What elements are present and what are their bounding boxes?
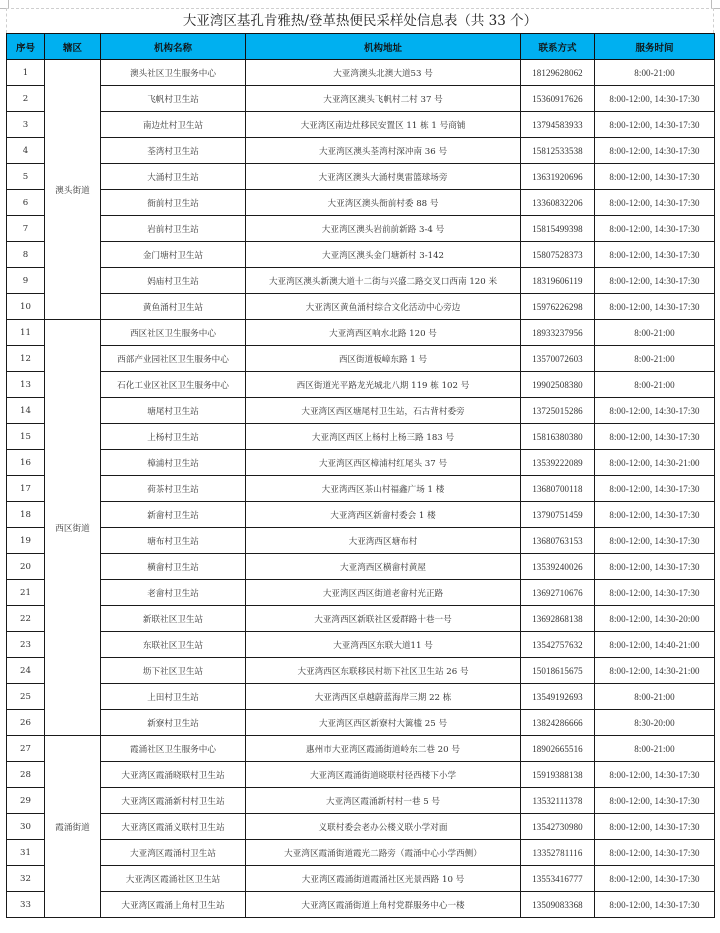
cell-name[interactable]: 新联社区卫生站 [101, 606, 246, 632]
sampling-sites-table [6, 33, 715, 918]
table-header-row [7, 34, 715, 60]
cell-hours[interactable]: 8:00-12:00, 14:40-21:00 [595, 632, 715, 658]
cell-no[interactable]: 9 [7, 268, 45, 294]
cell-name[interactable]: 塘尾村卫生站 [101, 398, 246, 424]
cell-name[interactable]: 大亚湾区霞涌晓联村卫生站 [101, 762, 246, 788]
cell-no[interactable]: 14 [7, 398, 45, 424]
cell-name[interactable]: 东联社区卫生站 [101, 632, 246, 658]
table-row [7, 138, 715, 164]
cell-name[interactable]: 新畲村卫生站 [101, 502, 246, 528]
cell-name[interactable]: 妈庙村卫生站 [101, 268, 246, 294]
cell-phone[interactable]: 15360917626 [521, 86, 595, 112]
cell-hours[interactable]: 8:00-21:00 [595, 684, 715, 710]
cell-name[interactable]: 西部产业园社区卫生服务中心 [101, 346, 246, 372]
table-row [7, 814, 715, 840]
table-body [7, 60, 715, 918]
cell-phone[interactable]: 13539222089 [521, 450, 595, 476]
cell-no[interactable]: 1 [7, 60, 45, 86]
cell-hours[interactable]: 8:00-12:00, 14:30-17:30 [595, 424, 715, 450]
cell-hours[interactable]: 8:00-12:00, 14:30-21:00 [595, 658, 715, 684]
column-header-phone[interactable]: 联系方式 [521, 34, 595, 60]
cell-phone[interactable]: 13539240026 [521, 554, 595, 580]
table-row [7, 788, 715, 814]
cell-no[interactable]: 16 [7, 450, 45, 476]
cell-no[interactable]: 20 [7, 554, 45, 580]
cell-name[interactable]: 大亚湾区霞涌新村村卫生站 [101, 788, 246, 814]
table-row [7, 320, 715, 346]
cell-hours[interactable]: 8:00-12:00, 14:30-17:30 [595, 268, 715, 294]
cell-name[interactable]: 大亚湾区霞涌上角村卫生站 [101, 892, 246, 918]
cell-name[interactable]: 横畲村卫生站 [101, 554, 246, 580]
cell-phone[interactable]: 15919388138 [521, 762, 595, 788]
cell-hours[interactable]: 8:00-12:00, 14:30-17:30 [595, 528, 715, 554]
cell-phone[interactable]: 15018615675 [521, 658, 595, 684]
sheet-title: 大亚湾区基孔肯雅热/登革热便民采样处信息表（共 33 个） [6, 8, 714, 33]
cell-phone[interactable]: 13360832206 [521, 190, 595, 216]
cell-address[interactable]: 大亚湾区澳头金门塘新村 3-142 [246, 242, 521, 268]
cell-no[interactable]: 25 [7, 684, 45, 710]
cell-phone[interactable]: 13680700118 [521, 476, 595, 502]
cell-name[interactable]: 塘布村卫生站 [101, 528, 246, 554]
cell-hours[interactable]: 8:00-12:00, 14:30-17:30 [595, 762, 715, 788]
cell-address[interactable]: 大亚湾区南边灶移民安置区 11 栋 1 号商铺 [246, 112, 521, 138]
cell-no[interactable]: 31 [7, 840, 45, 866]
cell-no[interactable]: 32 [7, 866, 45, 892]
cell-phone[interactable]: 18933237956 [521, 320, 595, 346]
cell-district[interactable]: 澳头街道 [45, 60, 101, 320]
table-row [7, 346, 715, 372]
cell-address[interactable]: 大亚湾西区卓越蔚蓝海岸三期 22 栋 [246, 684, 521, 710]
cell-phone[interactable]: 13790751459 [521, 502, 595, 528]
cell-address[interactable]: 大亚湾西区东联大道11 号 [246, 632, 521, 658]
cell-no[interactable]: 26 [7, 710, 45, 736]
cell-address[interactable]: 大亚湾西区横畲村黄屋 [246, 554, 521, 580]
cell-no[interactable]: 4 [7, 138, 45, 164]
table-row [7, 892, 715, 918]
cell-address[interactable]: 大亚湾区霞涌街道霞涌社区光景西路 10 号 [246, 866, 521, 892]
cell-hours[interactable]: 8:30-20:00 [595, 710, 715, 736]
cell-name[interactable]: 老畲村卫生站 [101, 580, 246, 606]
cell-name[interactable]: 金门塘村卫生站 [101, 242, 246, 268]
cell-hours[interactable]: 8:00-12:00, 14:30-17:30 [595, 502, 715, 528]
cell-address[interactable]: 大亚湾区霞涌街道上角村党群服务中心一楼 [246, 892, 521, 918]
cell-address[interactable]: 大亚湾区西区街道老畲村光正路 [246, 580, 521, 606]
table-row [7, 762, 715, 788]
table-row [7, 476, 715, 502]
column-header-name[interactable]: 机构名称 [101, 34, 246, 60]
table-row [7, 398, 715, 424]
cell-phone[interactable]: 18319606119 [521, 268, 595, 294]
cell-hours[interactable]: 8:00-12:00, 14:30-17:30 [595, 892, 715, 918]
table-row [7, 268, 715, 294]
cell-phone[interactable]: 19902508380 [521, 372, 595, 398]
table-row [7, 502, 715, 528]
cell-phone[interactable]: 13692868138 [521, 606, 595, 632]
cell-address[interactable]: 大亚湾区西区新寮村大篱槛 25 号 [246, 710, 521, 736]
cell-no[interactable]: 22 [7, 606, 45, 632]
cell-hours[interactable]: 8:00-12:00, 14:30-21:00 [595, 450, 715, 476]
cell-hours[interactable]: 8:00-21:00 [595, 736, 715, 762]
column-header-district[interactable]: 辖区 [45, 34, 101, 60]
cell-no[interactable]: 21 [7, 580, 45, 606]
cell-name[interactable]: 黄鱼涌村卫生站 [101, 294, 246, 320]
cell-phone[interactable]: 13570072603 [521, 346, 595, 372]
table-row [7, 710, 715, 736]
cell-name[interactable]: 南边灶村卫生站 [101, 112, 246, 138]
cell-address[interactable]: 大亚湾区西区樟浦村红尾头 37 号 [246, 450, 521, 476]
table-row [7, 554, 715, 580]
cell-phone[interactable]: 13542757632 [521, 632, 595, 658]
cell-name[interactable]: 霞涌社区卫生服务中心 [101, 736, 246, 762]
cell-district[interactable]: 霞涌街道 [45, 736, 101, 918]
cell-hours[interactable]: 8:00-12:00, 14:30-17:30 [595, 112, 715, 138]
cell-name[interactable]: 樟浦村卫生站 [101, 450, 246, 476]
cell-hours[interactable]: 8:00-12:00, 14:30-17:30 [595, 216, 715, 242]
cell-no[interactable]: 23 [7, 632, 45, 658]
cell-no[interactable]: 27 [7, 736, 45, 762]
cell-address[interactable]: 大亚湾区黄鱼涌村综合文化活动中心旁边 [246, 294, 521, 320]
cell-hours[interactable]: 8:00-12:00, 14:30-17:30 [595, 242, 715, 268]
table-row [7, 86, 715, 112]
table-row [7, 450, 715, 476]
cell-no[interactable]: 10 [7, 294, 45, 320]
cell-hours[interactable]: 8:00-12:00, 14:30-17:30 [595, 294, 715, 320]
cell-hours[interactable]: 8:00-12:00, 14:30-17:30 [595, 580, 715, 606]
cell-hours[interactable]: 8:00-12:00, 14:30-17:30 [595, 788, 715, 814]
cell-no[interactable]: 12 [7, 346, 45, 372]
table-row [7, 736, 715, 762]
cell-address[interactable]: 大亚湾区澳头飞帆村二村 37 号 [246, 86, 521, 112]
cell-no[interactable]: 5 [7, 164, 45, 190]
table-row [7, 60, 715, 86]
cell-no[interactable]: 17 [7, 476, 45, 502]
sampling-sites-sheet [6, 8, 714, 918]
cell-no[interactable]: 7 [7, 216, 45, 242]
cell-name[interactable]: 大亚湾区霞涌社区卫生站 [101, 866, 246, 892]
cell-no[interactable]: 29 [7, 788, 45, 814]
cell-name[interactable]: 大亚湾区霞涌村卫生站 [101, 840, 246, 866]
cell-hours[interactable]: 8:00-12:00, 14:30-17:30 [595, 476, 715, 502]
cell-address[interactable]: 大亚湾区霞涌街道晓联村径西楼下小学 [246, 762, 521, 788]
table-row [7, 424, 715, 450]
cell-hours[interactable]: 8:00-12:00, 14:30-17:30 [595, 398, 715, 424]
cell-address[interactable]: 大亚湾西区新联社区爱群路十巷一号 [246, 606, 521, 632]
cell-no[interactable]: 6 [7, 190, 45, 216]
table-row [7, 528, 715, 554]
cell-address[interactable]: 大亚湾区澳头新澳大道十二街与兴盛二路交叉口西南 120 米 [246, 268, 521, 294]
column-header-address[interactable]: 机构地址 [246, 34, 521, 60]
cell-name[interactable]: 上杨村卫生站 [101, 424, 246, 450]
cell-address[interactable]: 义联村委会老办公楼义联小学对面 [246, 814, 521, 840]
table-row [7, 164, 715, 190]
cell-address[interactable]: 西区街道光平路龙光城北八期 119 栋 102 号 [246, 372, 521, 398]
cell-hours[interactable]: 8:00-12:00, 14:30-17:30 [595, 814, 715, 840]
cell-name[interactable]: 新寮村卫生站 [101, 710, 246, 736]
cell-hours[interactable]: 8:00-12:00, 14:30-17:30 [595, 190, 715, 216]
cell-name[interactable]: 荷茶村卫生站 [101, 476, 246, 502]
cell-hours[interactable]: 8:00-12:00, 14:30-17:30 [595, 840, 715, 866]
cell-no[interactable]: 18 [7, 502, 45, 528]
table-row [7, 840, 715, 866]
table-row [7, 112, 715, 138]
cell-name[interactable]: 飞帆村卫生站 [101, 86, 246, 112]
cell-hours[interactable]: 8:00-21:00 [595, 372, 715, 398]
cell-phone[interactable]: 13692710676 [521, 580, 595, 606]
cell-address[interactable]: 大亚湾区澳头荃湾村深冲南 36 号 [246, 138, 521, 164]
cell-phone[interactable]: 13542730980 [521, 814, 595, 840]
cell-name[interactable]: 岩前村卫生站 [101, 216, 246, 242]
cell-address[interactable]: 大亚湾西区响水北路 120 号 [246, 320, 521, 346]
cell-address[interactable]: 大亚湾澳头北澳大道53 号 [246, 60, 521, 86]
cell-hours[interactable]: 8:00-12:00, 14:30-17:30 [595, 866, 715, 892]
cell-phone[interactable]: 13680763153 [521, 528, 595, 554]
cell-address[interactable]: 大亚湾区西区塘尾村卫生站，石古背村委旁 [246, 398, 521, 424]
cell-phone[interactable]: 15815499398 [521, 216, 595, 242]
cell-name[interactable]: 大涌村卫生站 [101, 164, 246, 190]
cell-address[interactable]: 惠州市大亚湾区霞涌街道岭东二巷 20 号 [246, 736, 521, 762]
cell-hours[interactable]: 8:00-21:00 [595, 320, 715, 346]
table-row [7, 580, 715, 606]
cell-address[interactable]: 大亚湾区澳头衙前村委 88 号 [246, 190, 521, 216]
cell-name[interactable]: 澳头社区卫生服务中心 [101, 60, 246, 86]
cell-phone[interactable]: 13794583933 [521, 112, 595, 138]
cell-hours[interactable]: 8:00-12:00, 14:30-17:30 [595, 164, 715, 190]
cell-address[interactable]: 大亚湾西区新畲村委会 1 楼 [246, 502, 521, 528]
cell-no[interactable]: 2 [7, 86, 45, 112]
cell-hours[interactable]: 8:00-21:00 [595, 346, 715, 372]
cell-phone[interactable]: 15816380380 [521, 424, 595, 450]
cell-phone[interactable]: 13725015286 [521, 398, 595, 424]
cell-address[interactable]: 大亚湾区霞涌街道霞光二路旁（霞涌中心小学西侧） [246, 840, 521, 866]
cell-phone[interactable]: 18902665516 [521, 736, 595, 762]
cell-name[interactable]: 上田村卫生站 [101, 684, 246, 710]
cell-address[interactable]: 大亚湾区西区上杨村上杨三路 183 号 [246, 424, 521, 450]
cell-name[interactable]: 坜下社区卫生站 [101, 658, 246, 684]
cell-name[interactable]: 衙前村卫生站 [101, 190, 246, 216]
table-row [7, 606, 715, 632]
table-row [7, 242, 715, 268]
cell-name[interactable]: 大亚湾区霞涌义联村卫生站 [101, 814, 246, 840]
cell-hours[interactable]: 8:00-12:00, 14:30-17:30 [595, 86, 715, 112]
column-header-hours[interactable]: 服务时间 [595, 34, 715, 60]
cell-address[interactable]: 大亚湾区霞涌新村村一巷 5 号 [246, 788, 521, 814]
cell-phone[interactable]: 13509083368 [521, 892, 595, 918]
cell-no[interactable]: 15 [7, 424, 45, 450]
cell-no[interactable]: 33 [7, 892, 45, 918]
cell-phone[interactable]: 15807528373 [521, 242, 595, 268]
cell-name[interactable]: 荃湾村卫生站 [101, 138, 246, 164]
cell-address[interactable]: 西区街道板嶂东路 1 号 [246, 346, 521, 372]
cell-phone[interactable]: 15812533538 [521, 138, 595, 164]
cell-phone[interactable]: 13352781116 [521, 840, 595, 866]
cell-address[interactable]: 大亚湾西区东联移民村坜下社区卫生站 26 号 [246, 658, 521, 684]
cell-no[interactable]: 30 [7, 814, 45, 840]
table-row [7, 684, 715, 710]
table-row [7, 866, 715, 892]
cell-phone[interactable]: 18129628062 [521, 60, 595, 86]
table-row [7, 658, 715, 684]
cell-no[interactable]: 8 [7, 242, 45, 268]
cell-no[interactable]: 3 [7, 112, 45, 138]
table-row [7, 372, 715, 398]
cell-no[interactable]: 13 [7, 372, 45, 398]
table-row [7, 216, 715, 242]
cell-no[interactable]: 24 [7, 658, 45, 684]
cell-phone[interactable]: 13631920696 [521, 164, 595, 190]
cell-phone[interactable]: 13532111378 [521, 788, 595, 814]
table-row [7, 294, 715, 320]
table-row [7, 632, 715, 658]
cell-address[interactable]: 大亚湾西区塘布村 [246, 528, 521, 554]
cell-no[interactable]: 11 [7, 320, 45, 346]
cell-phone[interactable]: 15976226298 [521, 294, 595, 320]
cell-no[interactable]: 28 [7, 762, 45, 788]
cell-hours[interactable]: 8:00-12:00, 14:30-17:30 [595, 554, 715, 580]
cell-address[interactable]: 大亚湾区澳头大涌村奥雷篮球场旁 [246, 164, 521, 190]
cell-address[interactable]: 大亚湾区澳头岩前前新路 3-4 号 [246, 216, 521, 242]
cell-address[interactable]: 大亚湾西区茶山村福鑫广场 1 楼 [246, 476, 521, 502]
cell-phone[interactable]: 13553416777 [521, 866, 595, 892]
table-row [7, 190, 715, 216]
cell-hours[interactable]: 8:00-12:00, 14:30-17:30 [595, 138, 715, 164]
cell-district[interactable]: 西区街道 [45, 320, 101, 736]
cell-hours[interactable]: 8:00-21:00 [595, 60, 715, 86]
cell-name[interactable]: 石化工业区社区卫生服务中心 [101, 372, 246, 398]
cell-phone[interactable]: 13824286666 [521, 710, 595, 736]
column-header-no[interactable]: 序号 [7, 34, 45, 60]
cell-name[interactable]: 西区社区卫生服务中心 [101, 320, 246, 346]
cell-no[interactable]: 19 [7, 528, 45, 554]
cell-hours[interactable]: 8:00-12:00, 14:30-20:00 [595, 606, 715, 632]
cell-phone[interactable]: 13549192693 [521, 684, 595, 710]
